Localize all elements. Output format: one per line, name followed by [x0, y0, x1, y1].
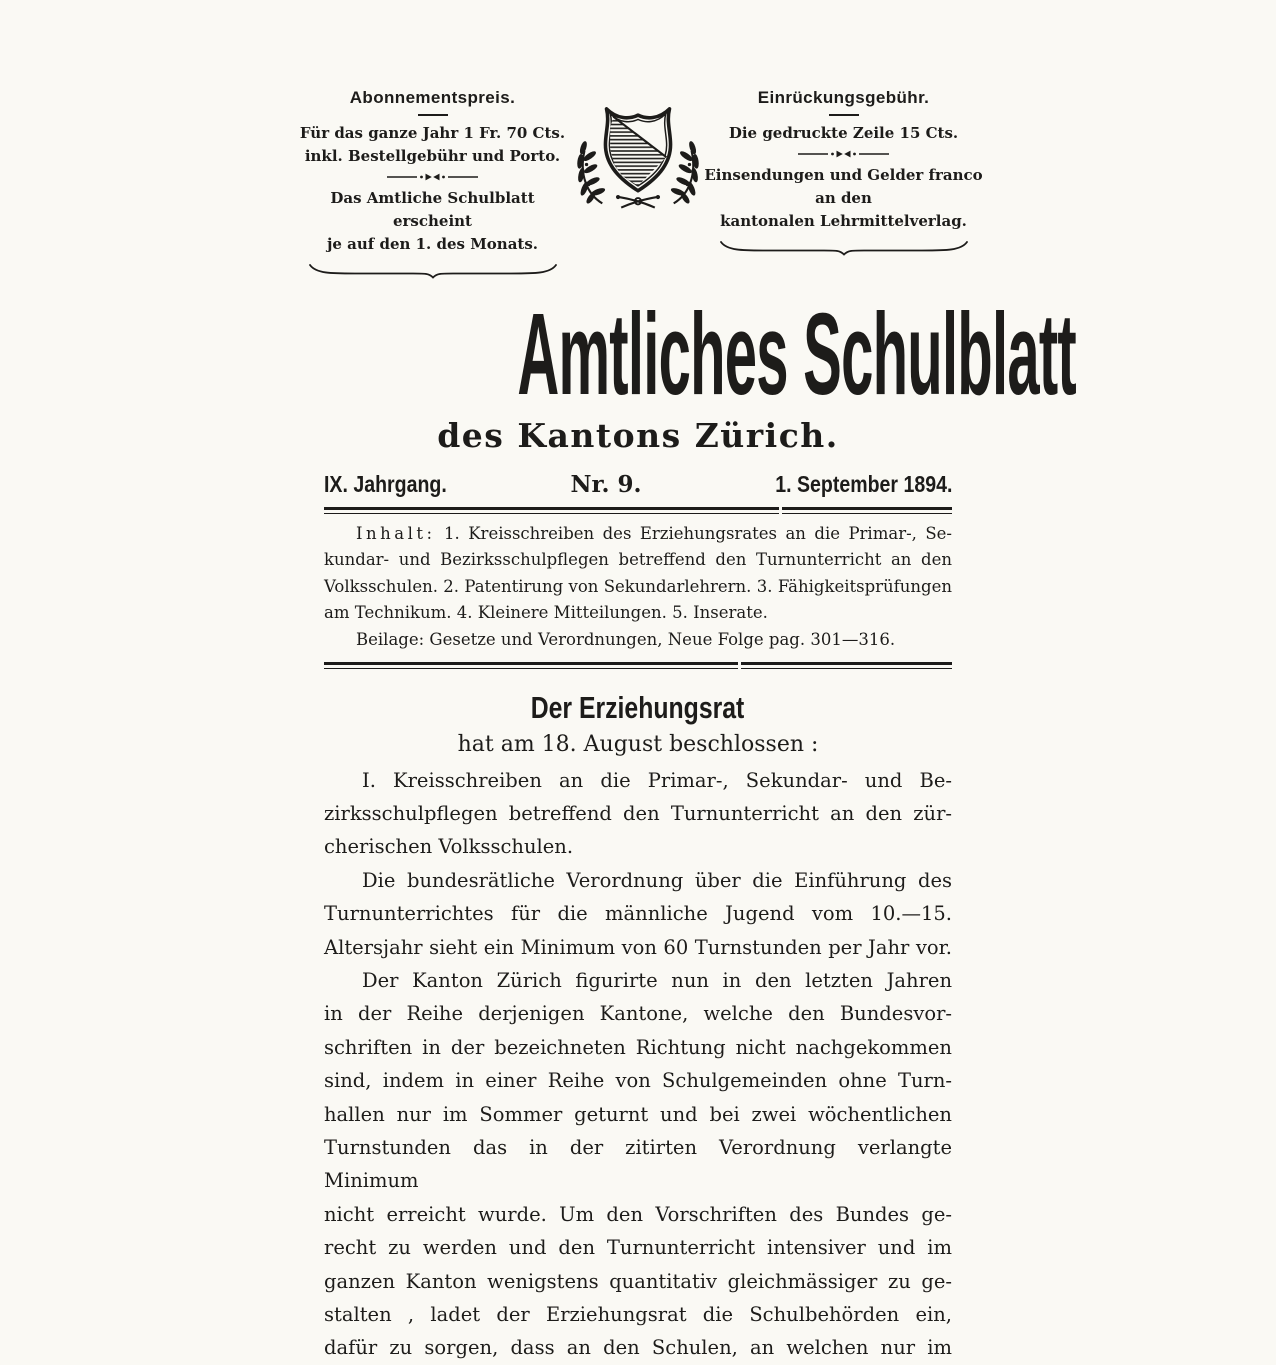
text-line: schriften in der bezeichneten Richtung nicht nachgekommen [324, 1035, 952, 1059]
insertion-fee-title: Einrückungsgebühr. [757, 88, 930, 107]
brace-flourish-icon [718, 239, 970, 257]
contents-line [324, 521, 952, 548]
body-paragraphs [324, 764, 952, 1365]
text-line: Die bundesrätliche Verordnung über die Einführung des [362, 868, 952, 892]
masthead [238, 86, 1038, 280]
text-line: Turnstunden das in der zitirten Verordnung verlangte Minimum [324, 1135, 952, 1193]
masthead-line: Für das ganze Jahr 1 Fr. 70 Cts. [299, 124, 566, 142]
supplement-line: Beilage: Gesetze und Verordnungen, Neue Folge pag. 301—316. [356, 629, 896, 649]
text-line: ganzen Kanton wenigstens quantitativ gleichmässiger zu ge- [324, 1269, 952, 1293]
text-line: zirksschulpflegen betreffend den Turnunterricht an den zür- [324, 801, 952, 825]
contents-line: am Technikum. 4. Kleinere Mitteilungen. 5. Inserate. [324, 603, 768, 622]
subscription-title: Abonnementspreis. [349, 88, 516, 107]
zurich-coat-of-arms-icon [575, 96, 701, 216]
text-line: I. Kreisschreiben an die Primar-, Sekundar- und Be- [362, 768, 952, 792]
contents-line: Volksschulen. 2. Patentirung von Sekundarlehrern. 3. Fähigkeitsprüfungen [324, 576, 952, 596]
double-rule [324, 507, 952, 514]
text-line: stalten , ladet der Erziehungsrat die Schulbehörden ein, [324, 1303, 952, 1326]
short-rule-divider [418, 114, 448, 116]
masthead-line: kantonalen Lehrmittelverlag. [720, 212, 967, 230]
masthead-line: Die gedruckte Zeile 15 Cts. [728, 124, 959, 142]
text-line: Altersjahr sieht ein Minimum von 60 Turnstunden per Jahr vor. [324, 935, 952, 959]
subscription-info-block [290, 86, 575, 280]
newspaper-page [238, 0, 1076, 1360]
volume-label: IX. Jahrgang. [324, 471, 447, 497]
masthead-line: inkl. Bestellgebühr und Porto. [304, 147, 561, 165]
masthead-line: Einsendungen und Gelder franco [704, 166, 983, 184]
masthead-line: Das Amtliche Schulblatt erscheint [330, 189, 535, 230]
text-line: Der Kanton Zürich figurirte nun in den letzten Jahren [362, 968, 952, 992]
article [238, 691, 1038, 1365]
text-line: sind, indem in einer Reihe von Schulgemeinden ohne Turn- [324, 1069, 952, 1093]
article-subheading: hat am 18. August beschlossen : [457, 731, 819, 757]
text-line: dafür zu sorgen, dass an den Schulen, an welchen nur im [324, 1336, 952, 1360]
contents-line: kundar- und Bezirksschulpflegen betreffend den Turnunterricht an den [324, 550, 952, 569]
text-line: recht zu werden und den Turnunterricht intensiver und im [324, 1236, 952, 1260]
text-line: hallen nur im Sommer geturnt und bei zwei wöchentlichen [324, 1102, 952, 1126]
page-title: Amtliches Schulblatt [517, 289, 1076, 419]
text-line: Turnunterrichtes für die männliche Jugend vom 10.—15. [324, 902, 952, 926]
short-rule-divider [829, 114, 859, 116]
ornament-divider-icon [797, 149, 890, 159]
article-heading: Der Erziehungsrat [531, 689, 745, 725]
ornament-divider-icon [386, 172, 479, 182]
masthead-line: an den [815, 189, 872, 207]
dateline [238, 471, 1038, 498]
page-subtitle: des Kantons Zürich. [437, 416, 839, 455]
contents-line-text: 1. Kreisschreiben des Erziehungsrates an die Primar-, Se- [444, 523, 952, 543]
brace-flourish-icon [307, 262, 559, 280]
text-line: cherischen Volksschulen. [324, 835, 574, 859]
issue-number: Nr. 9. [570, 471, 642, 498]
contents-block [324, 521, 952, 654]
insertion-fee-block [701, 86, 986, 257]
contents-label: Inhalt: [356, 523, 436, 543]
issue-date: 1. September 1894. [774, 471, 952, 497]
text-line: nicht erreicht wurde. Um den Vorschriften des Bundes ge- [324, 1202, 952, 1226]
text-line: in der Reihe derjenigen Kantone, welche den Bundesvor- [324, 1002, 952, 1026]
masthead-line: je auf den 1. des Monats. [326, 235, 539, 253]
double-rule [324, 662, 952, 669]
